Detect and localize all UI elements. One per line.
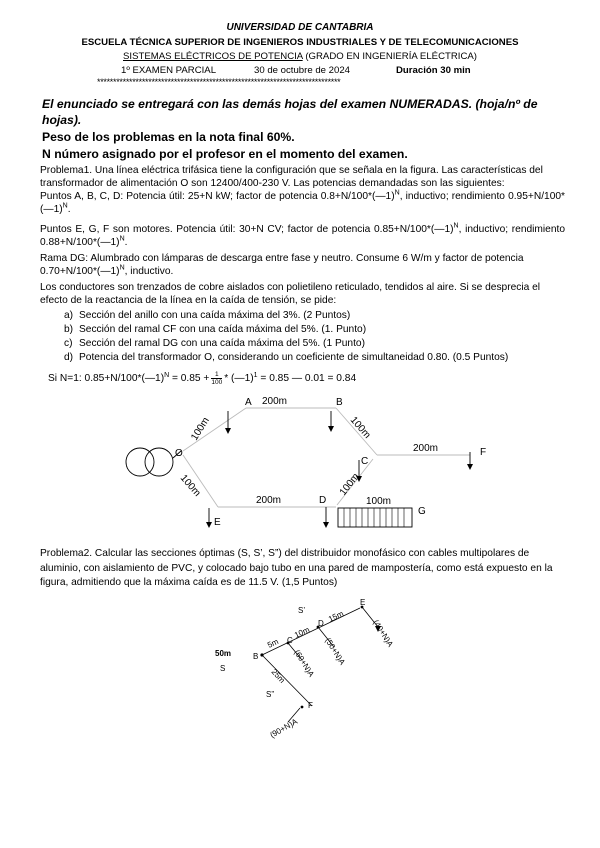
problem1-points-egf: Puntos E, G, F son motores. Potencia útil: 30+N CV; factor de potencia 0.85+N/100*(—1)$^N$, inductivo; rendimiento 0.88+N/100*(—1)$^N$. bbox=[40, 222, 565, 248]
problem1-item-c: c) Sección del ramal DG con una caída máxima del 5%. (1 Punto) bbox=[64, 338, 365, 349]
load-f2: (90+N)A bbox=[268, 716, 299, 740]
length-dg: 100m bbox=[366, 496, 392, 507]
length-cd2: 10m bbox=[293, 625, 311, 640]
length-ed: 200m bbox=[256, 495, 282, 506]
length-bf2: 25m bbox=[269, 667, 287, 685]
length-cf: 200m bbox=[413, 443, 439, 454]
problem1-item-a: a) Sección del anillo con una caída máxima del 3%. (2 Puntos) bbox=[64, 310, 351, 321]
node-e: E bbox=[214, 517, 221, 528]
problem1-item-b: b) Sección del ramal CF con una caída máxima del 5%. (1. Punto) bbox=[64, 324, 367, 335]
figure2-distributor-diagram bbox=[0, 598, 600, 748]
exam-title: 1º EXAMEN PARCIAL bbox=[121, 65, 217, 76]
problem1-conductors: Los conductores son trenzados de cobre aislados con polietileno reticulado, tendidos al aire. Si se desprecia el efecto de la reactancia de la línea en la caída de tensión, se pide: bbox=[40, 282, 541, 306]
exam-duration: Duración 30 min bbox=[396, 65, 471, 76]
length-oe: 100m bbox=[177, 472, 203, 499]
problem1-example: Si N=1: 0.85+N/100*(—1)$^N$ = 0.85 + $\frac{1}{100}$ * (—1)$^1$ = 0.85 — 0.01 = 0.84 bbox=[48, 371, 357, 386]
load-c2: (60+N)A bbox=[292, 648, 316, 679]
length-de2: 15m bbox=[327, 609, 345, 624]
university-name: UNIVERSIDAD DE CANTABRIA bbox=[226, 22, 374, 33]
main-line-s-prime bbox=[262, 608, 360, 655]
transformer-primary-coil bbox=[126, 448, 154, 476]
node-a: A bbox=[245, 397, 252, 408]
instruction-number-n: N número asignado por el profesor en el momento del examen. bbox=[42, 147, 408, 161]
problem1-item-d: d) Potencia del transformador O, considerando un coeficiente de simultaneidad 0.80. (0.5 Puntos) bbox=[64, 352, 509, 363]
length-ab: 200m bbox=[262, 396, 288, 407]
label-s-prime: S’ bbox=[298, 606, 306, 615]
node-d: D bbox=[319, 495, 327, 506]
lighting-branch-dg bbox=[338, 508, 412, 527]
problem1-points-abcd: Puntos A, B, C, D: Potencia útil: 25+N kW; factor de potencia 0.8+N/100*(—1)$^N$, inductivo; rendimiento 0.95+N/100*(—1)$^N$. bbox=[40, 189, 565, 215]
load-d2: (50+N)A bbox=[323, 636, 347, 667]
node-c2: C bbox=[287, 636, 293, 645]
length-oa: 100m bbox=[189, 415, 212, 443]
figure1-network-diagram bbox=[0, 388, 600, 538]
length-cd: 100m bbox=[337, 471, 362, 498]
subject-name: SISTEMAS ELÉCTRICOS DE POTENCIA bbox=[123, 51, 303, 62]
problem1-branch-dg: Rama DG: Alumbrado con lámparas de descarga entre fase y neutro. Consume 6 W/m y factor de potencia 0.70+N/100*(—1)$^N$, inductivo. bbox=[40, 253, 524, 277]
label-s-double-prime: S” bbox=[266, 690, 274, 699]
problem1-statement: Problema1. Una línea eléctrica trifásica tiene la configuración que se señala en la figura. Las características del transformador de alimentación O son 12400/400-230 V. Las potencias demandadas son las siguientes: bbox=[40, 165, 543, 189]
node-o: O bbox=[175, 448, 183, 459]
node-g: G bbox=[418, 506, 426, 517]
instruction-weight: Peso de los problemas en la nota final 60%. bbox=[42, 130, 295, 144]
load-e2: (40+N)A bbox=[371, 618, 395, 649]
node-f2: F bbox=[308, 701, 313, 710]
problem2-statement: Problema2. Calcular las secciones óptimas (S, S’, S”) del distribuidor monofásico con cables multipolares de aluminio, con aislamiento de PVC, y colocado bajo tubo en una pared de mampostería, como está expuesto en la figura, admitiendo que la máxima caída es de 11.5 V. (1,5 Puntos) bbox=[40, 548, 553, 588]
instruction-numbered-sheets: El enunciado se entregará con las demás hojas del examen NUMERADAS. (hoja/nº de hojas). bbox=[42, 97, 538, 127]
node-d2: D bbox=[318, 619, 324, 628]
node-f: F bbox=[480, 447, 487, 458]
exam-date: 30 de octubre de 2024 bbox=[254, 65, 351, 76]
node-b: B bbox=[336, 397, 343, 408]
node-c: C bbox=[361, 456, 369, 467]
degree-name: (GRADO EN INGENIERÍA ELÉCTRICA) bbox=[305, 51, 477, 62]
node-e2: E bbox=[360, 598, 366, 607]
school-name: ESCUELA TÉCNICA SUPERIOR DE INGENIEROS INDUSTRIALES Y DE TELECOMUNICACIONES bbox=[81, 37, 519, 48]
length-bc2: 5m bbox=[266, 636, 280, 650]
label-s: S bbox=[220, 664, 226, 673]
length-bc: 100m bbox=[347, 414, 373, 441]
length-main: 50m bbox=[215, 649, 232, 658]
subject-line bbox=[0, 51, 600, 62]
header-separator: **************************************************************************** bbox=[97, 77, 341, 87]
line-oa bbox=[183, 408, 246, 451]
node-b2: B bbox=[253, 652, 259, 661]
transformer-secondary-coil bbox=[145, 448, 173, 476]
